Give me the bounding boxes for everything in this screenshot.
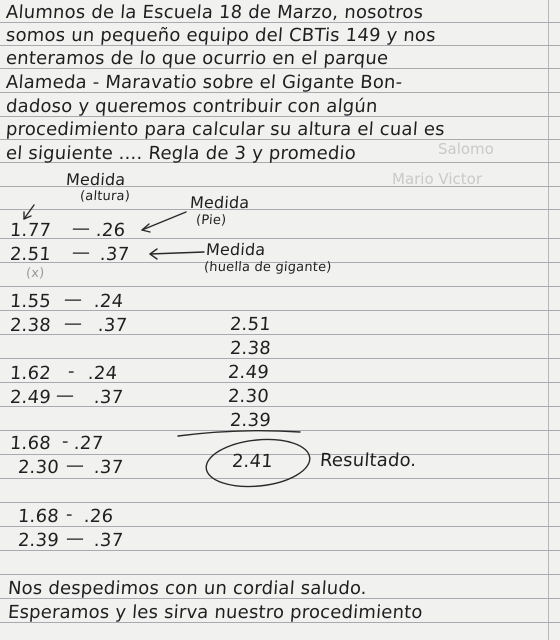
pair-b: .24 xyxy=(87,363,118,384)
arrow-huella xyxy=(150,252,204,254)
label-medida-altura: Medida xyxy=(65,170,127,189)
sum-line xyxy=(178,431,300,436)
pair-b: .37 xyxy=(93,387,124,408)
letter-line: Alameda - Maravatio sobre el Gigante Bon- xyxy=(5,72,404,93)
letter-line: Alumnos de la Escuela 18 de Marzo, nosotros xyxy=(5,2,424,23)
pair-a: 1.55 xyxy=(9,291,52,312)
result-circle xyxy=(204,435,312,492)
pair-b: .37 xyxy=(99,244,130,265)
pair-a: 1.68 xyxy=(9,433,52,454)
average-value: 2.49 xyxy=(227,362,270,383)
pair-b: .37 xyxy=(97,315,128,336)
pair-b: .37 xyxy=(93,530,124,551)
label-medida-pie: Medida xyxy=(189,193,251,212)
pair-a: 1.77 xyxy=(9,220,52,241)
pair-b: .26 xyxy=(95,220,126,241)
bleed-through-text: Salomo xyxy=(438,140,494,158)
average-value: 2.51 xyxy=(229,314,272,335)
letter-line: el siguiente .... Regla de 3 y promedio xyxy=(5,143,357,164)
label-pie: (Pie) xyxy=(195,213,227,228)
pair-a: 2.51 xyxy=(9,244,52,265)
pair-b: .37 xyxy=(93,457,124,478)
result-label: Resultado. xyxy=(319,450,418,471)
pair-a: 2.49 xyxy=(9,387,52,408)
pair-a: 1.62 xyxy=(9,363,52,384)
arrow-pie xyxy=(142,212,186,230)
pair-b: .24 xyxy=(93,291,124,312)
letter-line: somos un pequeño equipo del CBTis 149 y nos xyxy=(5,25,437,46)
letter-line: procedimiento para calcular su altura el cual es xyxy=(5,119,446,140)
average-value: 2.30 xyxy=(227,386,270,407)
label-x-mark: (x) xyxy=(25,266,45,281)
label-altura: (altura) xyxy=(79,189,131,204)
average-value: 2.39 xyxy=(229,410,272,431)
bleed-through-text: Mario Victor xyxy=(392,170,482,188)
letter-line: dadoso y queremos contribuir con algún xyxy=(5,96,379,117)
pair-a: 2.39 xyxy=(17,530,60,551)
notebook-page: Salomo Mario Victor Alumnos de la Escuela 18 de Marzo, nosotros somos un pequeño equipo del CBTis 149 y nos enteramos de lo que ocurrio en el parque Alameda - Maravatio sobre el Gigante Bon- dadoso y queremos contribuir con algún procedimiento para calcular su altura el cual es el siguiente .... Regla de 3 y promedio Medida (altura) Medida (Pie) Medida (huella de gigante) (x) 1.77 — .26 2.51 — .37 1.55 — .24 2.38 — .37 1.62 - .24 2.49 — .37 1.68 - .27 2.30 — .37 1.68 - .26 2.39 — .37 2.51 2.38 2.49 2.30 2.39 2.41 Resultado. Nos despedimos con un cordial saludo. Esperamos y les sirva nuestro procedimiento xyxy=(0,0,560,640)
closing-line: Esperamos y les sirva nuestro procedimiento xyxy=(7,602,424,623)
letter-line: enteramos de lo que ocurrio en el parque xyxy=(5,48,389,69)
label-medida-huella: Medida xyxy=(205,240,267,259)
average-value: 2.38 xyxy=(229,338,272,359)
pair-b: .27 xyxy=(73,433,104,454)
pair-b: .26 xyxy=(83,506,114,527)
closing-line: Nos despedimos con un cordial saludo. xyxy=(7,578,368,599)
pair-a: 1.68 xyxy=(17,506,60,527)
pair-a: 2.30 xyxy=(17,457,60,478)
pair-a: 2.38 xyxy=(9,315,52,336)
label-huella: (huella de gigante) xyxy=(203,260,333,275)
result-value: 2.41 xyxy=(231,451,274,472)
